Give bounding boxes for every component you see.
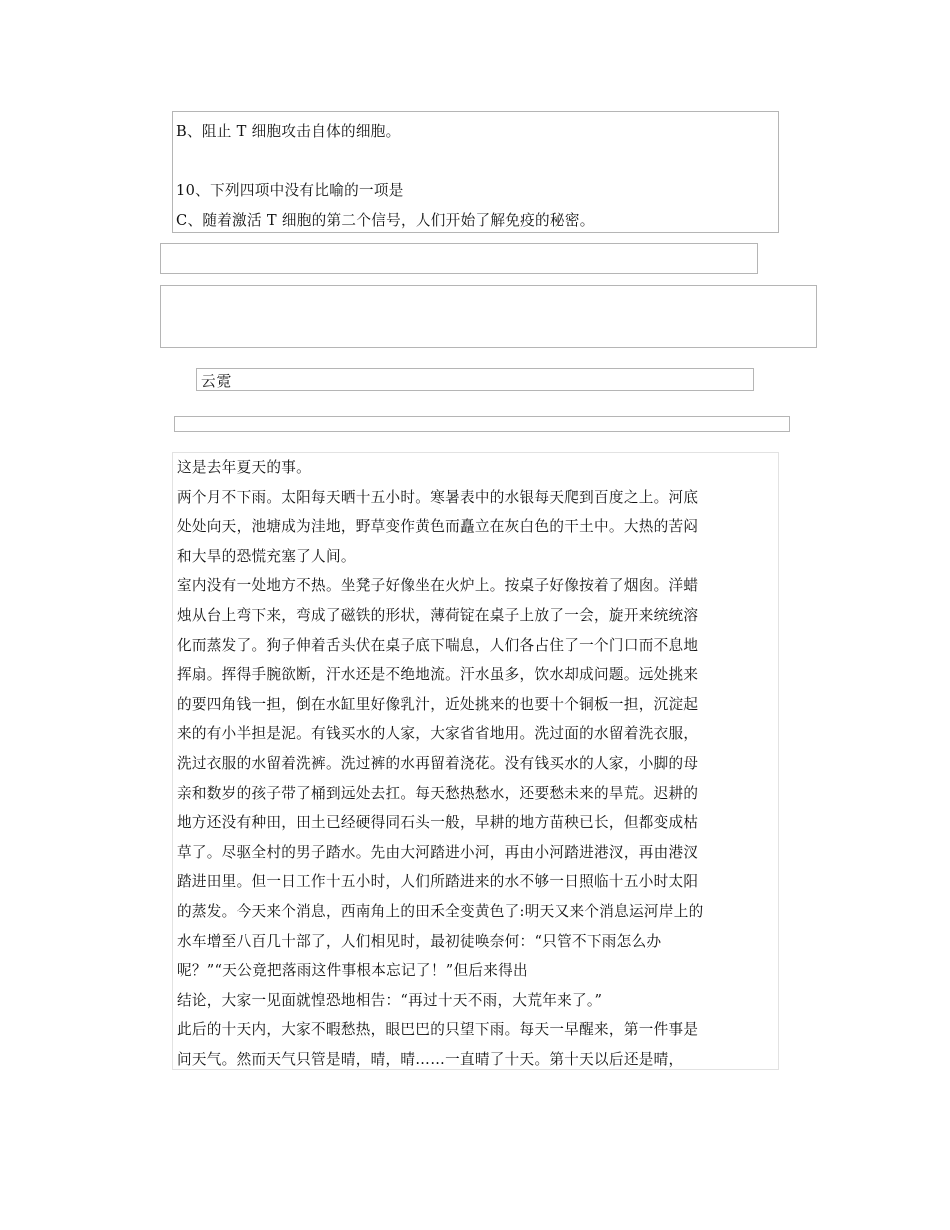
- article-title: 云霓: [201, 373, 233, 390]
- article-line: 亲和数岁的孩子带了桶到远处去扛。每天愁热愁水，还要愁未来的旱荒。迟耕的: [177, 784, 699, 802]
- article-line: 踏进田里。但一日工作十五小时，人们所踏进来的水不够一日照临十五小时太阳: [177, 873, 699, 891]
- question-10: 10、下列四项中没有比喻的一项是: [176, 182, 404, 200]
- article-line: 的蒸发。今天来个消息，西南角上的田禾全变黄色了:明天又来个消息运河岸上的: [177, 902, 704, 920]
- article-line: 烛从台上弯下来，弯成了磁铁的形状，薄荷锭在桌子上放了一会，旋开来统统溶: [177, 606, 699, 624]
- article-line: 问天气。然而天气只管是晴，晴，晴……一直晴了十天。第十天以后还是晴，: [177, 1050, 684, 1068]
- article-line: 化而蒸发了。狗子伸着舌头伏在桌子底下喘息，人们各占住了一个门口而不息地: [177, 636, 699, 654]
- blank-line: [176, 147, 775, 177]
- question-box: [172, 111, 779, 233]
- article-line: 的要四角钱一担，倒在水缸里好像乳汁，近处挑来的也要十个铜板一担，沉淀起: [177, 695, 699, 713]
- article-body: [172, 452, 779, 1070]
- article-line: 挥扇。挥得手腕欲断，汗水还是不绝地流。汗水虽多，饮水却成问题。远处挑来: [177, 666, 699, 684]
- article-line: 结论，大家一见面就惶恐地相告：“再过十天不雨，大荒年来了。”: [177, 991, 603, 1009]
- empty-box-3: [174, 416, 790, 432]
- article-line: 草了。尽驱全村的男子踏水。先由大河踏进小河，再由小河踏进港汊，再由港汊: [177, 843, 699, 861]
- article-line: 呢？”“天公竟把落雨这件事根本忘记了！”但后来得出: [177, 962, 528, 980]
- empty-box-2: [160, 285, 817, 348]
- article-line: 两个月不下雨。太阳每天晒十五小时。寒暑表中的水银每天爬到百度之上。河底: [177, 488, 699, 506]
- article-line: 洗过衣服的水留着洗裤。洗过裤的水再留着浇花。没有钱买水的人家，小脚的母: [177, 754, 699, 772]
- article-line: 处处向天，池塘成为洼地，野草变作黄色而矗立在灰白色的干土中。大热的苦闷: [177, 518, 699, 536]
- article-line: 和大旱的恐慌充塞了人间。: [177, 547, 356, 565]
- empty-box-1: [160, 243, 758, 274]
- article-line: 来的有小半担是泥。有钱买水的人家，大家省省地用。洗过面的水留着洗衣服，: [177, 725, 699, 743]
- article-line: 水车增至八百几十部了，人们相见时，最初徒唤奈何：“只管不下雨怎么办: [177, 932, 662, 950]
- option-c: C、随着激活 T 细胞的第二个信号，人们开始了解免疫的秘密。: [176, 211, 595, 229]
- article-line: 室内没有一处地方不热。坐凳子好像坐在火炉上。按桌子好像按着了烟囱。洋蜡: [177, 577, 699, 595]
- option-b: B、阻止 T 细胞攻击自体的细胞。: [176, 123, 401, 140]
- article-line: 这是去年夏天的事。: [177, 459, 312, 476]
- article-line: 地方还没有种田，田土已经硬得同石头一般，早耕的地方苗秧已长，但都变成枯: [177, 814, 699, 832]
- article-title-box: [196, 368, 754, 391]
- article-line: 此后的十天内，大家不暇愁热，眼巴巴的只望下雨。每天一早醒来，第一件事是: [177, 1021, 699, 1039]
